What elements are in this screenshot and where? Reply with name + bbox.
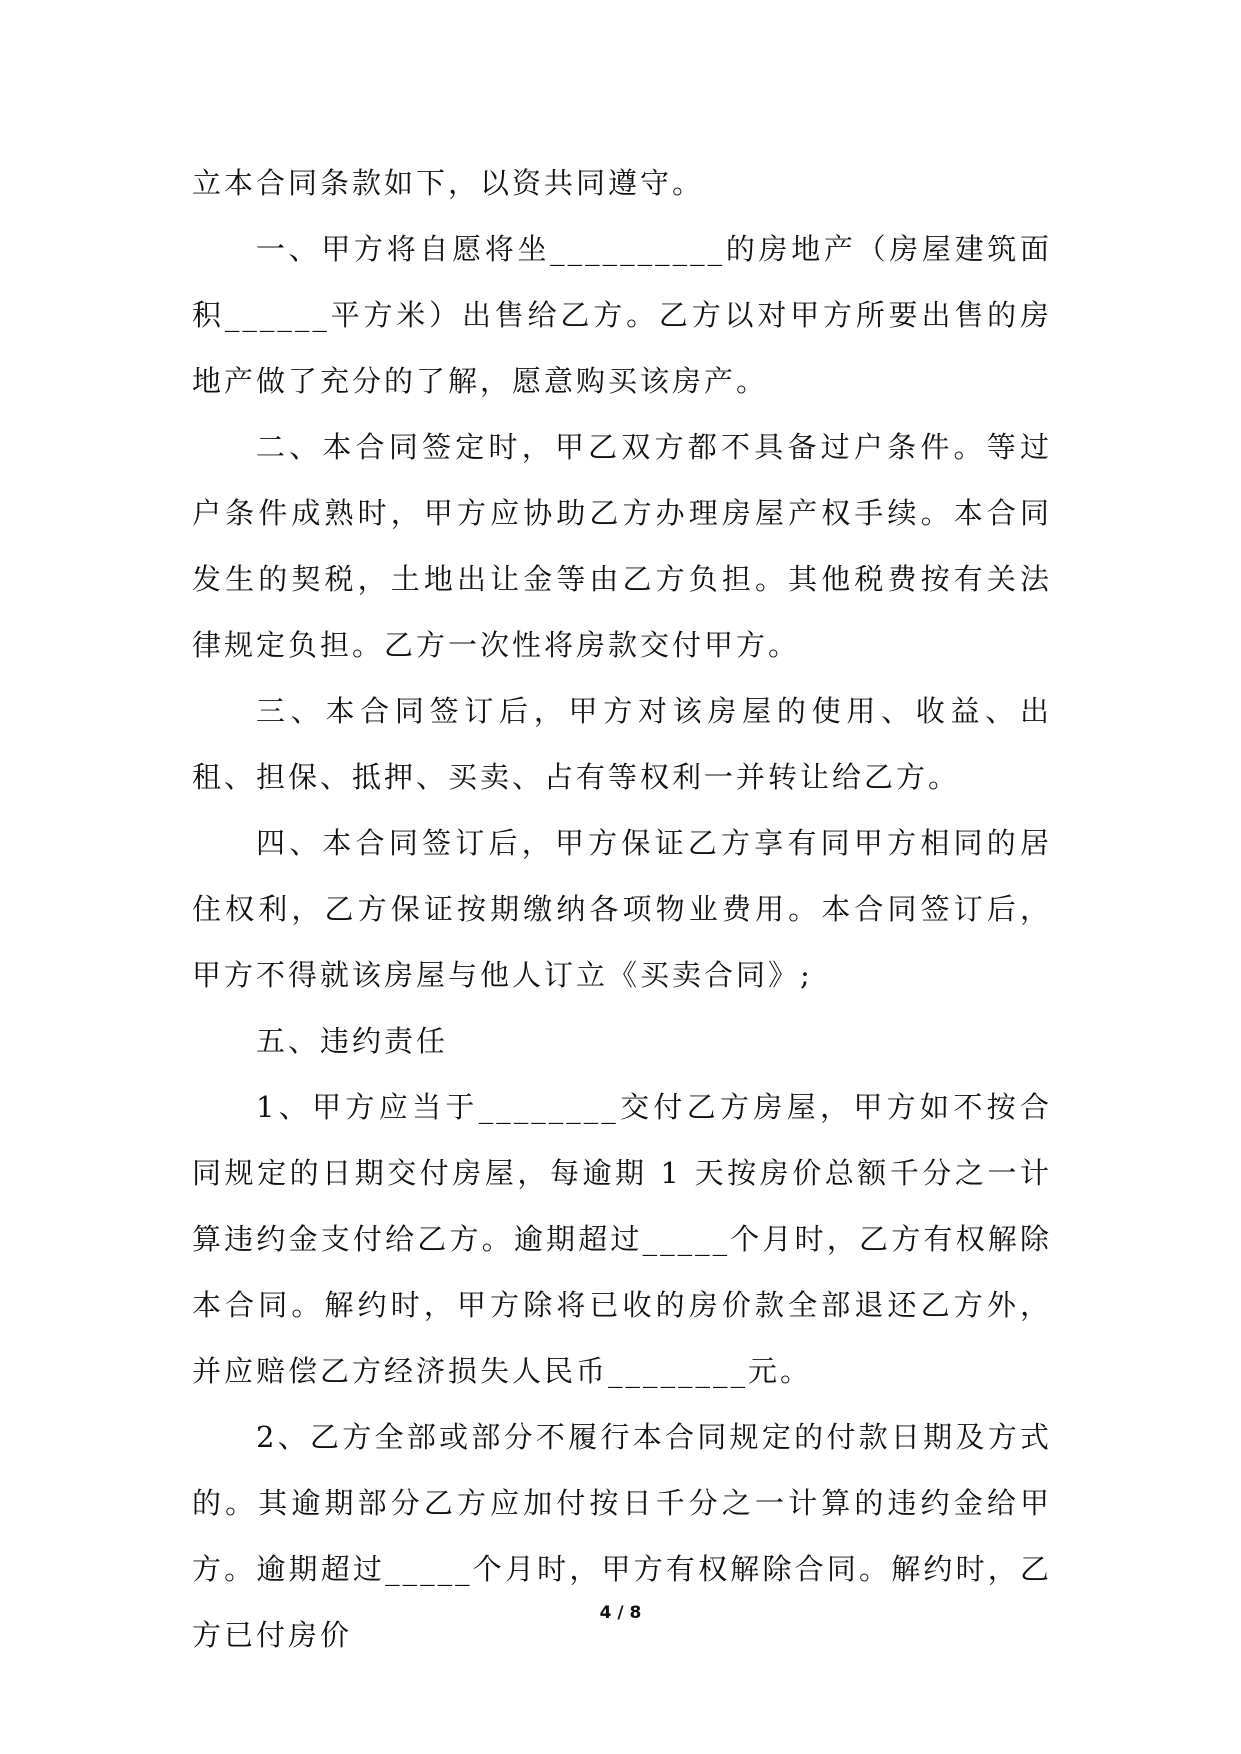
paragraph-clause-2: 二、本合同签定时，甲乙双方都不具备过户条件。等过户条件成熟时，甲方应协助乙方办理房屋产权手续。本合同发生的契税，土地出让金等由乙方负担。其他税费按有关法律规定负担。乙方一次性将房款交付甲方。 xyxy=(192,430,1052,662)
paragraph-clause-3: 三、本合同签订后，甲方对该房屋的使用、收益、出租、担保、抵押、买卖、占有等权利一并转让给乙方。 xyxy=(192,694,1052,794)
paragraph-continuation: 立本合同条款如下，以资共同遵守。 xyxy=(192,166,705,200)
paragraph-breach-1: 1、甲方应当于________交付乙方房屋，甲方如不按合同规定的日期交付房屋，每逾期 1 天按房价总额千分之一计算违约金支付给乙方。逾期超过_____个月时，乙方有权解除本合同。解约时，甲方除将已收的房价款全部退还乙方外，并应赔偿乙方经济损失人民币________元。 xyxy=(192,1090,1052,1388)
paragraph-clause-4: 四、本合同签订后，甲方保证乙方享有同甲方相同的居住权利，乙方保证按期缴纳各项物业费用。本合同签订后，甲方不得就该房屋与他人订立《买卖合同》; xyxy=(192,826,1052,992)
paragraph-clause-5-heading: 五、违约责任 xyxy=(256,1024,449,1058)
document-body xyxy=(192,150,1052,1668)
paragraph-breach-2: 2、乙方全部或部分不履行本合同规定的付款日期及方式的。其逾期部分乙方应加付按日千分之一计算的违约金给甲方。逾期超过_____个月时，甲方有权解除合同。解约时，乙方已付房价 xyxy=(192,1420,1052,1652)
paragraph-clause-1: 一、甲方将自愿将坐__________的房地产（房屋建筑面积______平方米）出售给乙方。乙方以对甲方所要出售的房地产做了充分的了解，愿意购买该房产。 xyxy=(192,232,1052,398)
page-number: 4 / 8 xyxy=(599,1603,642,1623)
